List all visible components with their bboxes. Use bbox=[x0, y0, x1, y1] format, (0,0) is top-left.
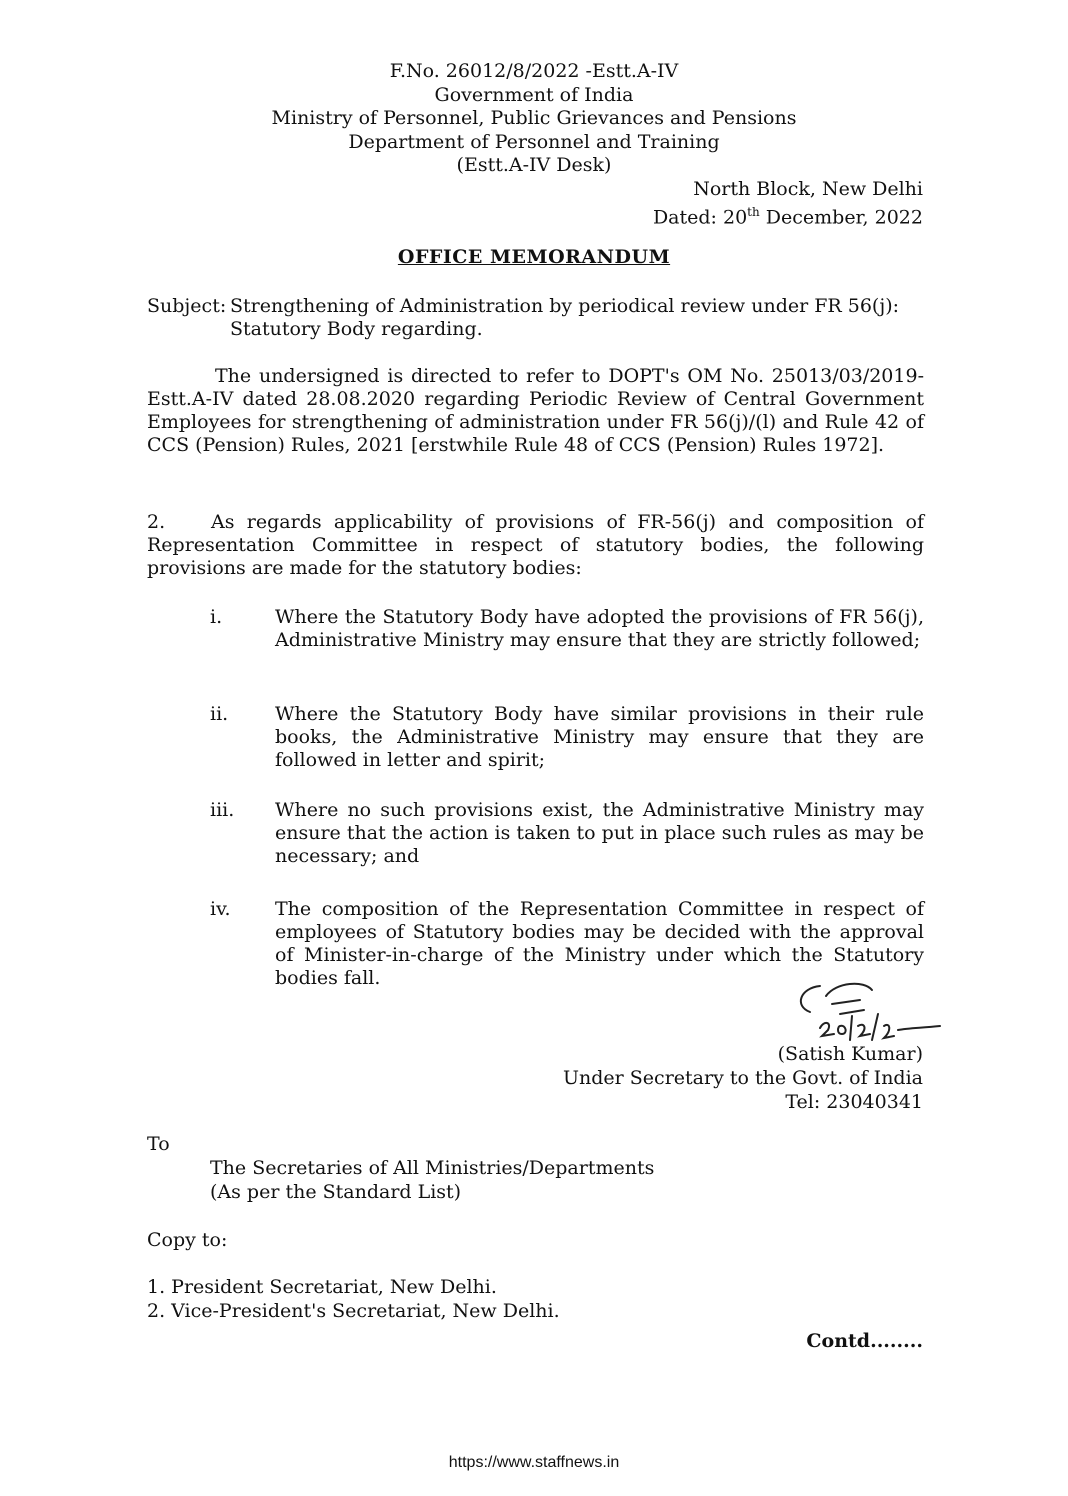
department-line: Department of Personnel and Training bbox=[348, 131, 720, 153]
copy-to-label: Copy to: bbox=[147, 1229, 228, 1251]
handwritten-signature bbox=[780, 968, 980, 1048]
date-prefix: Dated: 20 bbox=[652, 206, 748, 229]
signatory-designation: Under Secretary to the Govt. of India bbox=[563, 1067, 923, 1089]
copy-item-1: 1. President Secretariat, New Delhi. bbox=[147, 1276, 497, 1298]
item-1-text: Where the Statutory Body have adopted the provisions of FR 56(j), Administrative Ministry may ensure that they are strictly followed; bbox=[275, 606, 924, 651]
item-4-number: iv. bbox=[210, 898, 231, 920]
to-line-1: The Secretaries of All Ministries/Departments bbox=[210, 1157, 655, 1179]
contd-marker: Contd........ bbox=[806, 1330, 923, 1352]
to-line-2: (As per the Standard List) bbox=[210, 1181, 462, 1203]
item-1-number: i. bbox=[210, 606, 223, 628]
footer-url[interactable]: https://www.staffnews.in bbox=[448, 1454, 620, 1471]
file-number: F.No. 26012/8/2022 -Estt.A-IV bbox=[389, 60, 679, 82]
para-2-number: 2. bbox=[147, 511, 166, 533]
signatory-tel: Tel: 23040341 bbox=[785, 1091, 923, 1113]
memo-title bbox=[0, 246, 1068, 269]
copy-item-2: 2. Vice-President's Secretariat, New Delhi. bbox=[147, 1300, 560, 1322]
item-3-number: iii. bbox=[210, 799, 235, 821]
subject-label: Subject: bbox=[147, 295, 227, 317]
paragraph-2: As regards applicability of provisions of FR-56(j) and composition of Representation Committee in respect of statutory bodies, the following provisions are made for the statutory bodies: bbox=[147, 511, 924, 579]
ministry-line: Ministry of Personnel, Public Grievances and Pensions bbox=[271, 107, 797, 129]
subject-line-1: Strengthening of Administration by periodical review under FR 56(j): bbox=[230, 295, 900, 317]
item-2-text: Where the Statutory Body have similar provisions in their rule books, the Administrative Ministry may ensure that they are followed in letter and spirit; bbox=[275, 703, 924, 771]
date-sup: th bbox=[747, 205, 760, 219]
date-suffix: December, 2022 bbox=[759, 206, 923, 229]
paragraph-1: The undersigned is directed to refer to DOPT's OM No. 25013/03/2019-Estt.A-IV dated 28.08.2020 regarding Periodic Review of Central Government Employees for strengthening of administration under FR 56(j)/(l) and Rule 42 of CCS (Pension) Rules, 2021 [erstwhile Rule 48 of CCS (Pension) Rules 1972]. bbox=[147, 365, 924, 456]
item-2-number: ii. bbox=[210, 703, 229, 725]
subject-line-2: Statutory Body regarding. bbox=[230, 318, 483, 340]
item-4-text: The composition of the Representation Committee in respect of employees of Statutory bodies may be decided with the approval of Minister-in-charge of the Ministry under which the Statutory bodies fall. bbox=[275, 898, 924, 989]
date-line bbox=[653, 201, 923, 229]
desk-line: (Estt.A-IV Desk) bbox=[456, 154, 612, 176]
to-label: To bbox=[147, 1133, 170, 1155]
signatory-name: (Satish Kumar) bbox=[777, 1043, 923, 1065]
item-3-text: Where no such provisions exist, the Administrative Ministry may ensure that the action is taken to put in place such rules as may be necessary; and bbox=[275, 799, 924, 867]
signature-scribble-icon bbox=[780, 968, 980, 1048]
memo-title-text: OFFICE MEMORANDUM bbox=[397, 246, 671, 268]
govt-line: Government of India bbox=[434, 84, 634, 106]
place: North Block, New Delhi bbox=[693, 178, 923, 200]
